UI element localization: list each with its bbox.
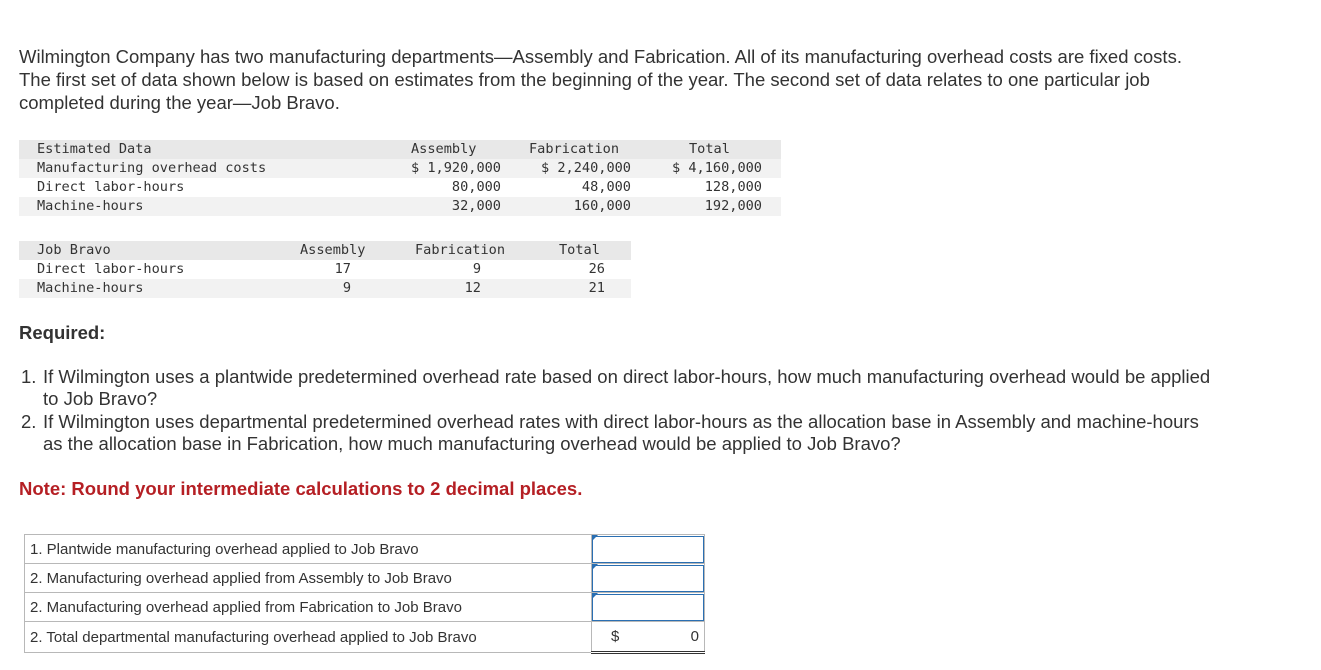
estimated-header-total: Total [689,141,730,157]
row-label: Direct labor-hours [37,261,185,277]
fabrication-value: 9 [472,261,481,277]
total-value: 21 [588,280,605,296]
answer-row-total [25,622,705,653]
total-value: $ 4,160,000 [671,160,762,176]
fabrication-value: $ 2,240,000 [540,160,631,176]
question-text: If Wilmington uses departmental predetermined overhead rates with direct labor-hours as the allocation base in Assembly and machine-hours as the allocation base in Fabrication, how much manufacturing overhead would be applied to Job Bravo? [43,411,1199,454]
row-label: Manufacturing overhead costs [37,160,267,176]
assembly-overhead-input[interactable] [592,565,704,592]
row-label: Direct labor-hours [37,179,185,195]
assembly-value: 80,000 [451,179,501,195]
estimated-header-fabrication: Fabrication [529,141,620,157]
question-number: 1. [21,366,37,387]
job-header-row [19,241,631,260]
estimated-header-label: Estimated Data [37,141,152,157]
total-overhead-value: 0 [690,628,699,645]
fabrication-overhead-input[interactable] [592,594,704,621]
question-list [19,366,1219,456]
answer-label: 2. Manufacturing overhead applied from Assembly to Job Bravo [25,564,592,593]
estimated-row-overhead [19,159,781,178]
total-value: 128,000 [704,179,762,195]
answer-row [25,564,705,593]
rounding-note: Note: Round your intermediate calculations to 2 decimal places. [19,478,583,499]
answer-cell [592,564,705,593]
job-header-fabrication: Fabrication [415,242,506,258]
question-item [19,366,1219,410]
answer-cell [592,593,705,622]
answer-label: 2. Manufacturing overhead applied from Fabrication to Job Bravo [25,593,592,622]
job-row-mh [19,279,631,298]
assembly-value: $ 1,920,000 [410,160,501,176]
total-overhead-cell [592,622,705,653]
estimated-header-assembly: Assembly [411,141,477,157]
estimated-row-mh [19,197,781,216]
answer-label: 1. Plantwide manufacturing overhead applied to Job Bravo [25,535,592,564]
assembly-value: 17 [334,261,351,277]
currency-symbol: $ [611,628,620,645]
fabrication-value: 160,000 [573,198,631,214]
question-text: If Wilmington uses a plantwide predetermined overhead rate based on direct labor-hours, how much manufacturing overhead would be applied to Job Bravo? [43,366,1211,409]
fabrication-value: 12 [464,280,481,296]
assembly-value: 9 [342,280,351,296]
total-value: 26 [588,261,605,277]
estimated-row-dlh [19,178,781,197]
answer-label: 2. Total departmental manufacturing overhead applied to Job Bravo [25,622,592,653]
row-label: Machine-hours [37,198,144,214]
job-header-assembly: Assembly [300,242,366,258]
row-label: Machine-hours [37,280,144,296]
question-number: 2. [21,411,37,432]
job-header-label: Job Bravo [37,242,111,258]
answer-cell [592,535,705,564]
input-flag-icon [592,593,598,599]
answer-row [25,593,705,622]
input-flag-icon [592,564,598,570]
problem-intro: Wilmington Company has two manufacturing departments—Assembly and Fabrication. All of its manufacturing overhead costs are fixed costs. The first set of data shown below is based on estimates from the beginning of the year. The second set of data relates to one particular job completed during the year—Job Bravo. [19,46,1182,113]
total-value: 192,000 [704,198,762,214]
job-header-total: Total [559,242,600,258]
estimated-data-table [19,140,781,216]
input-flag-icon [592,535,598,541]
estimated-header-row [19,140,781,159]
answer-row [25,535,705,564]
assembly-value: 32,000 [451,198,501,214]
answer-table [24,534,705,654]
fabrication-value: 48,000 [581,179,631,195]
question-item [19,411,1219,455]
job-row-dlh [19,260,631,279]
job-bravo-table [19,241,631,298]
required-heading: Required: [19,322,106,343]
plantwide-overhead-input[interactable] [592,536,704,563]
